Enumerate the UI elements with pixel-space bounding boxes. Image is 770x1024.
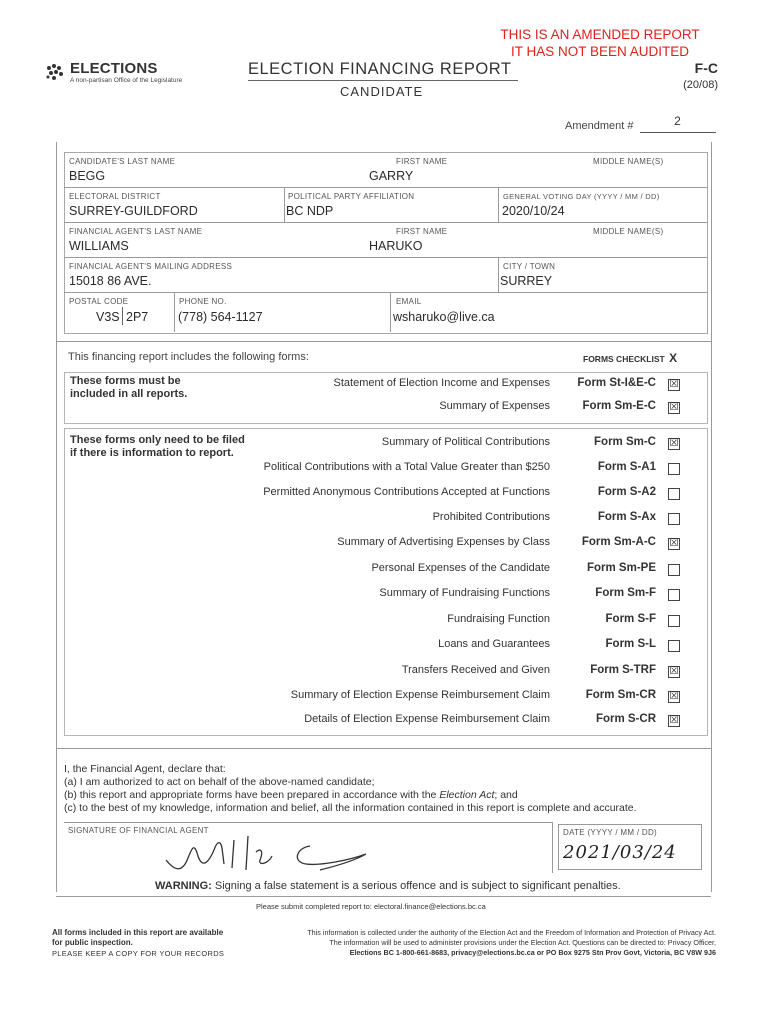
section-divider-1 — [56, 341, 711, 342]
form-checkbox[interactable]: ☒ — [669, 666, 679, 677]
warning-label: WARNING: — [155, 880, 212, 892]
section-divider-3 — [56, 896, 711, 897]
phone-label: PHONE NO. — [179, 297, 227, 306]
form-description: Transfers Received and Given — [401, 664, 550, 676]
form-code-label: Form S-L — [605, 638, 656, 650]
grid-line-4 — [64, 292, 707, 293]
amendment-value: 2 — [674, 114, 681, 128]
form-code-label: Form S-A1 — [597, 461, 656, 473]
elections-logo-icon — [44, 62, 68, 84]
warning-line — [155, 880, 621, 892]
form-checkbox[interactable]: ☒ — [669, 402, 679, 413]
grid-vline-3 — [498, 257, 499, 292]
agent-address-label: FINANCIAL AGENT'S MAILING ADDRESS — [69, 262, 233, 271]
candidate-first-name-label: FIRST NAME — [396, 157, 448, 166]
form-row — [230, 713, 680, 731]
form-description: Summary of Expenses — [439, 400, 550, 412]
form-code-label: Form S-Ax — [597, 511, 656, 523]
form-row — [230, 613, 680, 631]
privacy-line3: Elections BC 1-800-661-8683, privacy@elections.bc.ca or PO Box 9275 Stn Prov Govt, Victoria, BC V8W 9J6 — [349, 948, 716, 957]
amendment-label: Amendment # — [565, 120, 634, 132]
form-description: Details of Election Expense Reimbursement Claim — [304, 713, 550, 725]
form-checkbox[interactable]: ☒ — [669, 438, 679, 449]
signature-label: SIGNATURE OF FINANCIAL AGENT — [68, 826, 209, 835]
privacy-line2: The information will be used to administer provisions under the Election Act. Questions can be directed to: Privacy Officer, — [329, 938, 716, 947]
declaration-a: (a) I am authorized to act on behalf of the above-named candidate; — [64, 776, 375, 788]
form-description: Summary of Political Contributions — [381, 436, 550, 448]
declaration-b-end: ; and — [494, 789, 518, 801]
warning-text: Signing a false statement is a serious offence and is subject to significant penalties. — [214, 880, 621, 892]
elections-logo — [44, 62, 214, 86]
form-description: Summary of Fundraising Functions — [379, 587, 550, 599]
city-label: CITY / TOWN — [503, 262, 556, 271]
party-label: POLITICAL PARTY AFFILIATION — [288, 192, 415, 201]
form-code-label: Form S-TRF — [590, 664, 656, 676]
declaration-c: (c) to the best of my knowledge, information and belief, all the information contained in this report is complete and accurate. — [64, 802, 637, 814]
agent-first-name[interactable]: HARUKO — [369, 239, 423, 253]
keep-copy-note: PLEASE KEEP A COPY FOR YOUR RECORDS — [52, 949, 225, 958]
declaration-b — [64, 789, 518, 801]
form-row — [230, 436, 680, 454]
forms-checklist-mark: X — [669, 351, 678, 365]
postal-code-part1[interactable]: V3S — [96, 310, 120, 324]
form-description: Statement of Election Income and Expenses — [333, 377, 550, 389]
form-code-label: Form Sm-F — [595, 587, 656, 599]
public-inspection-note — [52, 928, 223, 948]
form-code-label: Form Sm-C — [594, 436, 656, 448]
grid-line-2 — [64, 222, 707, 223]
email-value[interactable]: wsharuko@live.ca — [393, 310, 495, 324]
date-label: DATE (YYYY / MM / DD) — [563, 828, 658, 837]
agent-address[interactable]: 15018 86 AVE. — [69, 274, 152, 288]
party-value[interactable]: BC NDP — [286, 204, 334, 218]
candidate-first-name[interactable]: GARRY — [369, 169, 414, 183]
form-version: (20/08) — [683, 79, 718, 91]
form-checkbox[interactable] — [668, 589, 680, 601]
form-row — [230, 400, 680, 418]
email-label: EMAIL — [396, 297, 422, 306]
logo-name: ELECTIONS — [70, 60, 158, 77]
declaration-b-act: Election Act — [439, 789, 495, 801]
form-row — [230, 511, 680, 529]
form-code-label: Form S-F — [605, 613, 656, 625]
form-checkbox[interactable] — [668, 463, 680, 475]
form-checkbox[interactable] — [668, 640, 680, 652]
submit-instructions: Please submit completed report to: electoral.finance@elections.bc.ca — [256, 902, 486, 911]
forms-intro: This financing report includes the following forms: — [68, 351, 309, 363]
postal-code-part2[interactable]: 2P7 — [126, 310, 149, 324]
declaration-b-text: (b) this report and appropriate forms have been prepared in accordance with the — [64, 789, 440, 801]
amended-notice-line1: THIS IS AN AMENDED REPORT — [500, 27, 700, 42]
amendment-underline — [640, 132, 716, 133]
required-note-line2: included in all reports. — [70, 388, 188, 400]
form-code-label: Form Sm-E-C — [582, 400, 656, 412]
amended-notice-line2: IT HAS NOT BEEN AUDITED — [510, 44, 690, 59]
district-value[interactable]: SURREY-GUILDFORD — [69, 204, 198, 218]
form-row — [230, 536, 680, 554]
form-row — [230, 689, 680, 707]
form-checkbox[interactable]: ☒ — [669, 538, 679, 549]
grid-vline-5 — [390, 292, 391, 332]
form-row — [230, 664, 680, 682]
form-code-label: Form S-CR — [595, 713, 656, 725]
required-note-line1: These forms must be — [70, 375, 181, 387]
form-code-label: Form Sm-PE — [586, 562, 656, 574]
grid-vline-2 — [498, 187, 499, 222]
signature-image — [160, 830, 380, 876]
form-code-label: Form Sm-CR — [585, 689, 656, 701]
forms-checklist-label: FORMS CHECKLIST — [583, 354, 665, 364]
grid-vline-1 — [284, 187, 285, 222]
form-checkbox[interactable] — [668, 564, 680, 576]
declaration-intro: I, the Financial Agent, declare that: — [64, 763, 226, 775]
form-checkbox[interactable] — [668, 615, 680, 627]
public-note-line2: for public inspection. — [52, 938, 133, 947]
form-checkbox[interactable]: ☒ — [669, 715, 679, 726]
voting-day-label: GENERAL VOTING DAY (YYYY / MM / DD) — [503, 192, 660, 201]
report-subtitle: CANDIDATE — [340, 84, 424, 99]
forms-checklist-header — [583, 351, 677, 365]
candidate-middle-name-label: MIDDLE NAME(S) — [593, 157, 664, 166]
form-description: Loans and Guarantees — [438, 638, 550, 650]
grid-vline-4 — [174, 292, 175, 332]
agent-last-name-label: FINANCIAL AGENT'S LAST NAME — [69, 227, 203, 236]
optional-note-line2: if there is information to report. — [70, 447, 234, 459]
form-checkbox[interactable]: ☒ — [669, 691, 679, 702]
form-row — [230, 587, 680, 605]
date-value: 2021/03/24 — [563, 842, 677, 863]
privacy-notice — [244, 928, 716, 958]
title-underline — [248, 80, 518, 81]
district-label: ELECTORAL DISTRICT — [69, 192, 161, 201]
public-note-line1: All forms included in this report are available — [52, 928, 224, 937]
form-code: F-C — [694, 60, 718, 76]
form-code-label: Form St-I&E-C — [577, 377, 656, 389]
form-row — [230, 486, 680, 504]
form-row — [230, 377, 680, 395]
privacy-line1: This information is collected under the authority of the Election Act and the Freedom of Information and Protection of Privacy Act. — [307, 928, 716, 937]
grid-line-1 — [64, 187, 707, 188]
required-forms-note — [70, 375, 187, 401]
form-description: Personal Expenses of the Candidate — [371, 562, 550, 574]
form-checkbox[interactable] — [668, 513, 680, 525]
logo-tagline: A non-partisan Office of the Legislature — [70, 77, 183, 84]
amended-notice — [480, 26, 720, 60]
optional-forms-note — [70, 434, 245, 460]
form-code-label: Form S-A2 — [597, 486, 656, 498]
phone-value[interactable]: (778) 564-1127 — [178, 310, 263, 324]
grid-line-3 — [64, 257, 707, 258]
report-title: ELECTION FINANCING REPORT — [248, 60, 512, 78]
form-code-label: Form Sm-A-C — [581, 536, 656, 548]
postal-code-divider — [122, 307, 123, 325]
form-description: Prohibited Contributions — [432, 511, 550, 523]
form-description: Fundraising Function — [447, 613, 550, 625]
form-checkbox[interactable] — [668, 488, 680, 500]
form-description: Political Contributions with a Total Value Greater than $250 — [263, 461, 550, 473]
form-description: Permitted Anonymous Contributions Accepted at Functions — [263, 486, 550, 498]
candidate-last-name[interactable]: BEGG — [69, 169, 106, 183]
form-row — [230, 638, 680, 656]
agent-last-name[interactable]: WILLIAMS — [69, 239, 129, 253]
city-value[interactable]: SURREY — [500, 274, 553, 288]
postal-code-label: POSTAL CODE — [69, 297, 129, 306]
form-row — [230, 461, 680, 479]
form-description: Summary of Advertising Expenses by Class — [337, 536, 550, 548]
voting-day-value[interactable]: 2020/10/24 — [502, 204, 565, 218]
optional-note-line1: These forms only need to be filed — [70, 434, 245, 446]
section-divider-2 — [56, 748, 711, 749]
form-description: Summary of Election Expense Reimbursement Claim — [290, 689, 550, 701]
form-checkbox[interactable]: ☒ — [669, 379, 679, 390]
candidate-last-name-label: CANDIDATE'S LAST NAME — [69, 157, 176, 166]
agent-first-name-label: FIRST NAME — [396, 227, 448, 236]
agent-middle-name-label: MIDDLE NAME(S) — [593, 227, 664, 236]
form-row — [230, 562, 680, 580]
